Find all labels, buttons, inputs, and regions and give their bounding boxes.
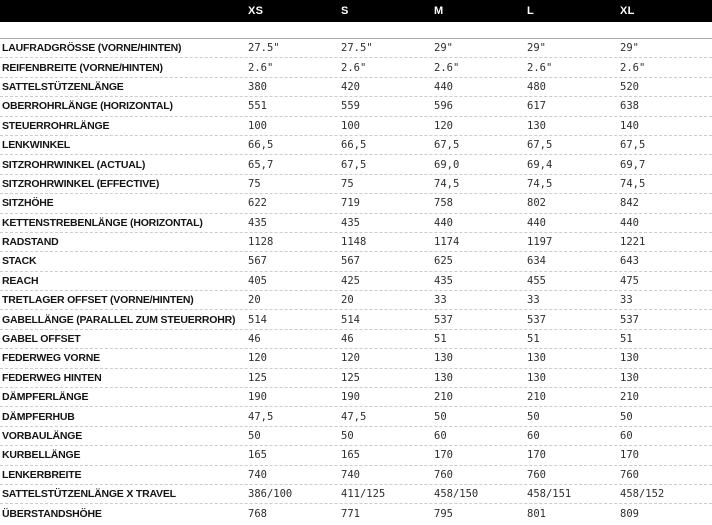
row-label: TRETLAGER OFFSET (VORNE/HINTEN) <box>2 294 194 307</box>
row-label: FEDERWEG HINTEN <box>2 371 102 384</box>
table-row <box>0 154 712 173</box>
value-cell: 420 <box>341 80 360 93</box>
value-cell: 210 <box>527 391 546 404</box>
table-row <box>0 38 712 57</box>
value-cell: 567 <box>341 255 360 268</box>
value-cell: 440 <box>434 216 453 229</box>
table-row <box>0 329 712 348</box>
value-cell: 27.5" <box>341 42 373 55</box>
value-cell: 480 <box>527 80 546 93</box>
value-cell: 51 <box>620 333 633 346</box>
value-cell: 596 <box>434 100 453 113</box>
table-row <box>0 232 712 251</box>
value-cell: 50 <box>434 410 447 423</box>
value-cell: 170 <box>620 449 639 462</box>
value-cell: 760 <box>434 468 453 481</box>
value-cell: 130 <box>527 371 546 384</box>
value-cell: 537 <box>434 313 453 326</box>
value-cell: 66,5 <box>248 139 274 152</box>
value-cell: 435 <box>434 274 453 287</box>
value-cell: 386/100 <box>248 488 293 501</box>
value-cell: 130 <box>620 352 639 365</box>
value-cell: 51 <box>434 333 447 346</box>
value-cell: 768 <box>248 507 267 520</box>
row-label: STACK <box>2 255 37 268</box>
value-cell: 625 <box>434 255 453 268</box>
value-cell: 170 <box>434 449 453 462</box>
table-row <box>0 174 712 193</box>
value-cell: 125 <box>341 371 360 384</box>
row-label: DÄMPFERLÄNGE <box>2 391 89 404</box>
value-cell: 411/125 <box>341 488 386 501</box>
value-cell: 120 <box>434 119 453 132</box>
value-cell: 170 <box>527 449 546 462</box>
value-cell: 60 <box>434 430 447 442</box>
table-row <box>0 406 712 425</box>
column-header-s: S <box>341 5 349 17</box>
value-cell: 140 <box>620 119 639 132</box>
value-cell: 758 <box>434 197 453 210</box>
value-cell: 120 <box>248 352 267 365</box>
value-cell: 435 <box>341 216 360 229</box>
value-cell: 1221 <box>620 236 646 249</box>
value-cell: 2.6" <box>527 61 553 74</box>
value-cell: 1148 <box>341 236 367 249</box>
value-cell: 69,0 <box>434 158 460 171</box>
value-cell: 65,7 <box>248 158 274 171</box>
value-cell: 455 <box>527 274 546 287</box>
column-header-xs: XS <box>248 5 264 17</box>
value-cell: 520 <box>620 80 639 93</box>
value-cell: 760 <box>527 468 546 481</box>
value-cell: 643 <box>620 255 639 268</box>
value-cell: 66,5 <box>341 139 367 152</box>
table-row <box>0 251 712 270</box>
value-cell: 514 <box>341 313 360 326</box>
value-cell: 20 <box>341 294 354 307</box>
geometry-table-body <box>0 38 712 523</box>
row-label: SITZHÖHE <box>2 197 54 210</box>
value-cell: 380 <box>248 80 267 93</box>
value-cell: 435 <box>248 216 267 229</box>
value-cell: 1128 <box>248 236 274 249</box>
value-cell: 440 <box>527 216 546 229</box>
row-label: RADSTAND <box>2 236 59 249</box>
value-cell: 617 <box>527 100 546 113</box>
value-cell: 60 <box>527 430 540 442</box>
table-row <box>0 484 712 503</box>
row-label: ÜBERSTANDSHÖHE <box>2 507 102 520</box>
row-label: SITZROHRWINKEL (EFFECTIVE) <box>2 177 160 190</box>
value-cell: 67,5 <box>620 139 646 152</box>
value-cell: 458/150 <box>434 488 479 501</box>
row-label: FEDERWEG VORNE <box>2 352 100 365</box>
row-label: STEUERROHRLÄNGE <box>2 119 110 132</box>
value-cell: 100 <box>248 119 267 132</box>
value-cell: 130 <box>527 352 546 365</box>
value-cell: 567 <box>248 255 267 268</box>
value-cell: 29" <box>527 42 546 55</box>
column-header-xl: XL <box>620 5 635 17</box>
value-cell: 1174 <box>434 236 460 249</box>
table-row <box>0 503 712 522</box>
column-header-m: M <box>434 5 444 17</box>
row-label: LAUFRADGRÖSSE (VORNE/HINTEN) <box>2 42 182 55</box>
value-cell: 74,5 <box>434 177 460 190</box>
value-cell: 33 <box>527 294 540 307</box>
value-cell: 475 <box>620 274 639 287</box>
value-cell: 740 <box>341 468 360 481</box>
value-cell: 33 <box>434 294 447 307</box>
value-cell: 46 <box>341 333 354 346</box>
value-cell: 551 <box>248 100 267 113</box>
value-cell: 75 <box>248 177 261 190</box>
row-label: SITZROHRWINKEL (ACTUAL) <box>2 158 146 171</box>
column-header-l: L <box>527 5 535 17</box>
value-cell: 2.6" <box>248 61 274 74</box>
value-cell: 125 <box>248 371 267 384</box>
value-cell: 809 <box>620 507 639 520</box>
value-cell: 29" <box>620 42 639 55</box>
value-cell: 46 <box>248 333 261 346</box>
value-cell: 69,7 <box>620 158 646 171</box>
value-cell: 27.5" <box>248 42 280 55</box>
value-cell: 69,4 <box>527 158 553 171</box>
value-cell: 190 <box>248 391 267 404</box>
row-label: REACH <box>2 274 39 287</box>
table-row <box>0 57 712 76</box>
value-cell: 842 <box>620 197 639 210</box>
row-label: KETTENSTREBENLÄNGE (HORIZONTAL) <box>2 216 203 229</box>
value-cell: 51 <box>527 333 540 346</box>
value-cell: 405 <box>248 274 267 287</box>
value-cell: 130 <box>527 119 546 132</box>
value-cell: 559 <box>341 100 360 113</box>
table-row <box>0 271 712 290</box>
value-cell: 190 <box>341 391 360 404</box>
row-label: SATTELSTÜTZENLÄNGE X TRAVEL <box>2 488 176 501</box>
value-cell: 795 <box>434 507 453 520</box>
row-label: LENKERBREITE <box>2 468 82 481</box>
table-row <box>0 387 712 406</box>
value-cell: 29" <box>434 42 453 55</box>
table-row <box>0 309 712 328</box>
value-cell: 20 <box>248 294 261 307</box>
value-cell: 210 <box>620 391 639 404</box>
row-label: REIFENBREITE (VORNE/HINTEN) <box>2 61 163 74</box>
value-cell: 60 <box>620 430 633 442</box>
value-cell: 719 <box>341 197 360 210</box>
value-cell: 165 <box>248 449 267 462</box>
value-cell: 638 <box>620 100 639 113</box>
value-cell: 2.6" <box>620 61 646 74</box>
table-row <box>0 426 712 445</box>
value-cell: 802 <box>527 197 546 210</box>
row-label: SATTELSTÜTZENLÄNGE <box>2 80 124 93</box>
row-label: OBERROHRLÄNGE (HORIZONTAL) <box>2 100 173 113</box>
row-label: VORBAULÄNGE <box>2 430 83 442</box>
value-cell: 50 <box>620 410 633 423</box>
value-cell: 458/151 <box>527 488 572 501</box>
table-row <box>0 116 712 135</box>
value-cell: 634 <box>527 255 546 268</box>
table-row <box>0 96 712 115</box>
value-cell: 2.6" <box>341 61 367 74</box>
value-cell: 425 <box>341 274 360 287</box>
value-cell: 75 <box>341 177 354 190</box>
table-row <box>0 465 712 484</box>
row-label: GABEL OFFSET <box>2 333 81 346</box>
value-cell: 801 <box>527 507 546 520</box>
value-cell: 33 <box>620 294 633 307</box>
value-cell: 50 <box>248 430 261 442</box>
value-cell: 771 <box>341 507 360 520</box>
row-label: GABELLÄNGE (PARALLEL ZUM STEUERROHR) <box>2 313 236 326</box>
value-cell: 130 <box>620 371 639 384</box>
value-cell: 50 <box>527 410 540 423</box>
value-cell: 67,5 <box>341 158 367 171</box>
table-row <box>0 445 712 464</box>
table-row <box>0 193 712 212</box>
table-row <box>0 368 712 387</box>
value-cell: 2.6" <box>434 61 460 74</box>
size-header-row <box>0 0 712 22</box>
table-row <box>0 213 712 232</box>
value-cell: 440 <box>434 80 453 93</box>
value-cell: 50 <box>341 430 354 442</box>
value-cell: 165 <box>341 449 360 462</box>
value-cell: 74,5 <box>527 177 553 190</box>
value-cell: 537 <box>527 313 546 326</box>
table-row <box>0 135 712 154</box>
value-cell: 458/152 <box>620 488 665 501</box>
value-cell: 622 <box>248 197 267 210</box>
value-cell: 210 <box>434 391 453 404</box>
value-cell: 100 <box>341 119 360 132</box>
table-row <box>0 77 712 96</box>
value-cell: 440 <box>620 216 639 229</box>
value-cell: 47,5 <box>341 410 367 423</box>
value-cell: 740 <box>248 468 267 481</box>
value-cell: 67,5 <box>434 139 460 152</box>
row-label: DÄMPFERHUB <box>2 410 75 423</box>
value-cell: 74,5 <box>620 177 646 190</box>
row-label: KURBELLÄNGE <box>2 449 81 462</box>
value-cell: 120 <box>341 352 360 365</box>
value-cell: 47,5 <box>248 410 274 423</box>
table-row <box>0 348 712 367</box>
value-cell: 514 <box>248 313 267 326</box>
table-row <box>0 290 712 309</box>
value-cell: 130 <box>434 352 453 365</box>
value-cell: 130 <box>434 371 453 384</box>
value-cell: 67,5 <box>527 139 553 152</box>
value-cell: 1197 <box>527 236 553 249</box>
value-cell: 537 <box>620 313 639 326</box>
value-cell: 760 <box>620 468 639 481</box>
row-label: LENKWINKEL <box>2 139 70 152</box>
